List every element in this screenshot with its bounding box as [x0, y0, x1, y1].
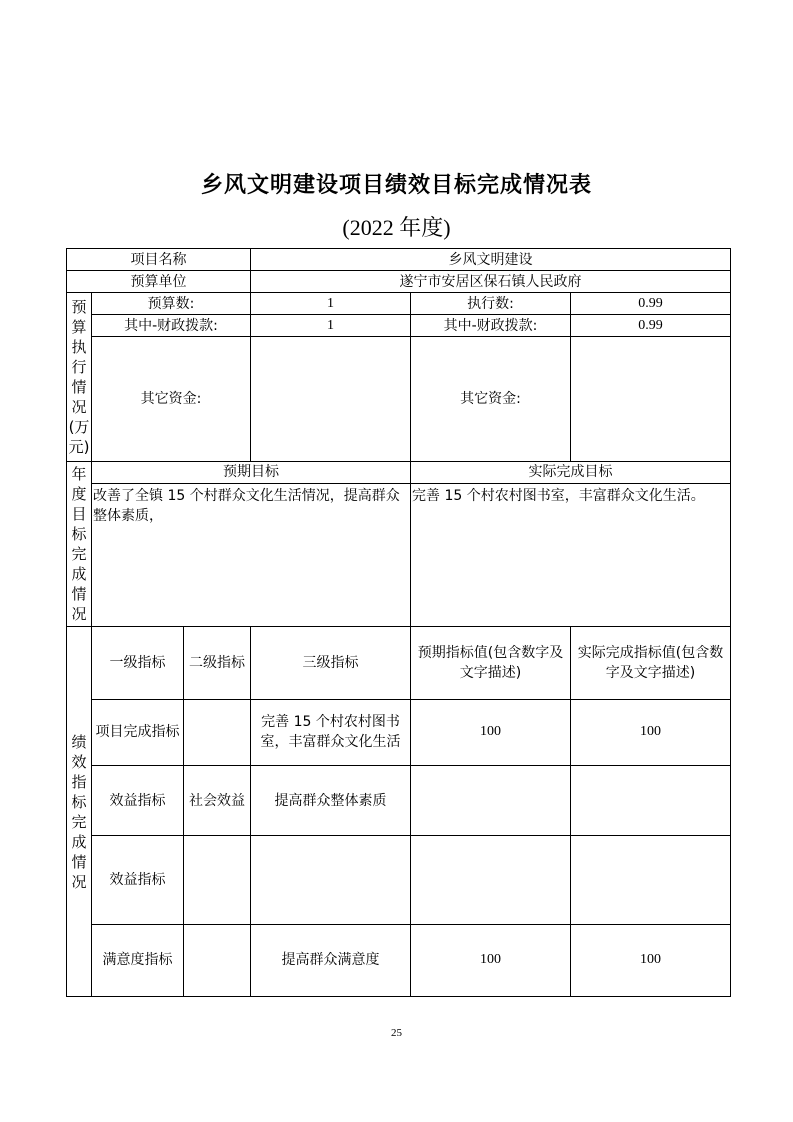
exec-label: 执行数:	[411, 293, 571, 315]
budget-unit-value: 遂宁市安居区保石镇人民政府	[251, 271, 731, 293]
fiscal-exec-label: 其中-财政拨款:	[411, 315, 571, 337]
indicator-level2	[184, 924, 251, 996]
indicator-actual	[571, 836, 731, 924]
annual-content-row	[67, 483, 731, 627]
indicator-level3	[251, 836, 411, 924]
budget-unit-row	[67, 271, 731, 293]
other-funds-row	[67, 337, 731, 461]
indicator-level2	[184, 836, 251, 924]
indicator-actual	[571, 765, 731, 835]
indicator-level1: 项目完成指标	[92, 699, 184, 765]
other-funds-value	[251, 337, 411, 461]
level2-header: 二级指标	[184, 627, 251, 699]
other-funds-label: 其它资金:	[92, 337, 251, 461]
project-name-row	[67, 249, 731, 271]
performance-form-table	[66, 248, 731, 997]
indicator-expected: 100	[411, 924, 571, 996]
indicator-level1: 效益指标	[92, 836, 184, 924]
actual-value-header: 实际完成指标值(包含数字及文字描述)	[571, 627, 731, 699]
indicator-expected	[411, 765, 571, 835]
table-row	[67, 699, 731, 765]
annual-header-row	[67, 461, 731, 483]
indicator-level2: 社会效益	[184, 765, 251, 835]
budget-amount-row	[67, 293, 731, 315]
budget-label: 预算数:	[92, 293, 251, 315]
level3-header: 三级指标	[251, 627, 411, 699]
performance-section-label: 绩 效 指 标 完 成 情 况	[67, 627, 92, 997]
indicator-level3: 提高群众整体素质	[251, 765, 411, 835]
indicator-expected	[411, 836, 571, 924]
exec-value: 0.99	[571, 293, 731, 315]
indicator-level3: 提高群众满意度	[251, 924, 411, 996]
budget-section-label: 预 算 执 行 情 况 (万 元)	[67, 293, 92, 462]
table-row	[67, 924, 731, 996]
indicator-level3: 完善 15 个村农村图书室，丰富群众文化生活	[251, 699, 411, 765]
level1-header: 一级指标	[92, 627, 184, 699]
page-title: 乡风文明建设项目绩效目标完成情况表	[200, 172, 592, 198]
page-number: 25	[391, 1027, 402, 1039]
project-name-value: 乡风文明建设	[251, 249, 731, 271]
indicator-actual: 100	[571, 699, 731, 765]
actual-target-text: 完善 15 个村农村图书室，丰富群众文化生活。	[411, 483, 731, 627]
budget-unit-label: 预算单位	[67, 271, 251, 293]
other-funds-exec-value	[571, 337, 731, 461]
indicator-level2	[184, 699, 251, 765]
indicator-level1: 效益指标	[92, 765, 184, 835]
other-funds-exec-label: 其它资金:	[411, 337, 571, 461]
expected-target-text: 改善了全镇 15 个村群众文化生活情况，提高群众整体素质，	[92, 483, 411, 627]
indicator-actual: 100	[571, 924, 731, 996]
table-row	[67, 765, 731, 835]
indicator-level1: 满意度指标	[92, 924, 184, 996]
expected-value-header: 预期指标值(包含数字及文字描述)	[411, 627, 571, 699]
table-row	[67, 836, 731, 924]
indicator-header-row	[67, 627, 731, 699]
annual-section-label: 年 度 目 标 完 成 情 况	[67, 461, 92, 627]
page-subtitle: (2022 年度)	[342, 215, 451, 240]
expected-target-header: 预期目标	[92, 461, 411, 483]
budget-value: 1	[251, 293, 411, 315]
project-name-label: 项目名称	[67, 249, 251, 271]
indicator-expected: 100	[411, 699, 571, 765]
fiscal-value: 1	[251, 315, 411, 337]
fiscal-exec-value: 0.99	[571, 315, 731, 337]
fiscal-row	[67, 315, 731, 337]
fiscal-label: 其中-财政拨款:	[92, 315, 251, 337]
actual-target-header: 实际完成目标	[411, 461, 731, 483]
